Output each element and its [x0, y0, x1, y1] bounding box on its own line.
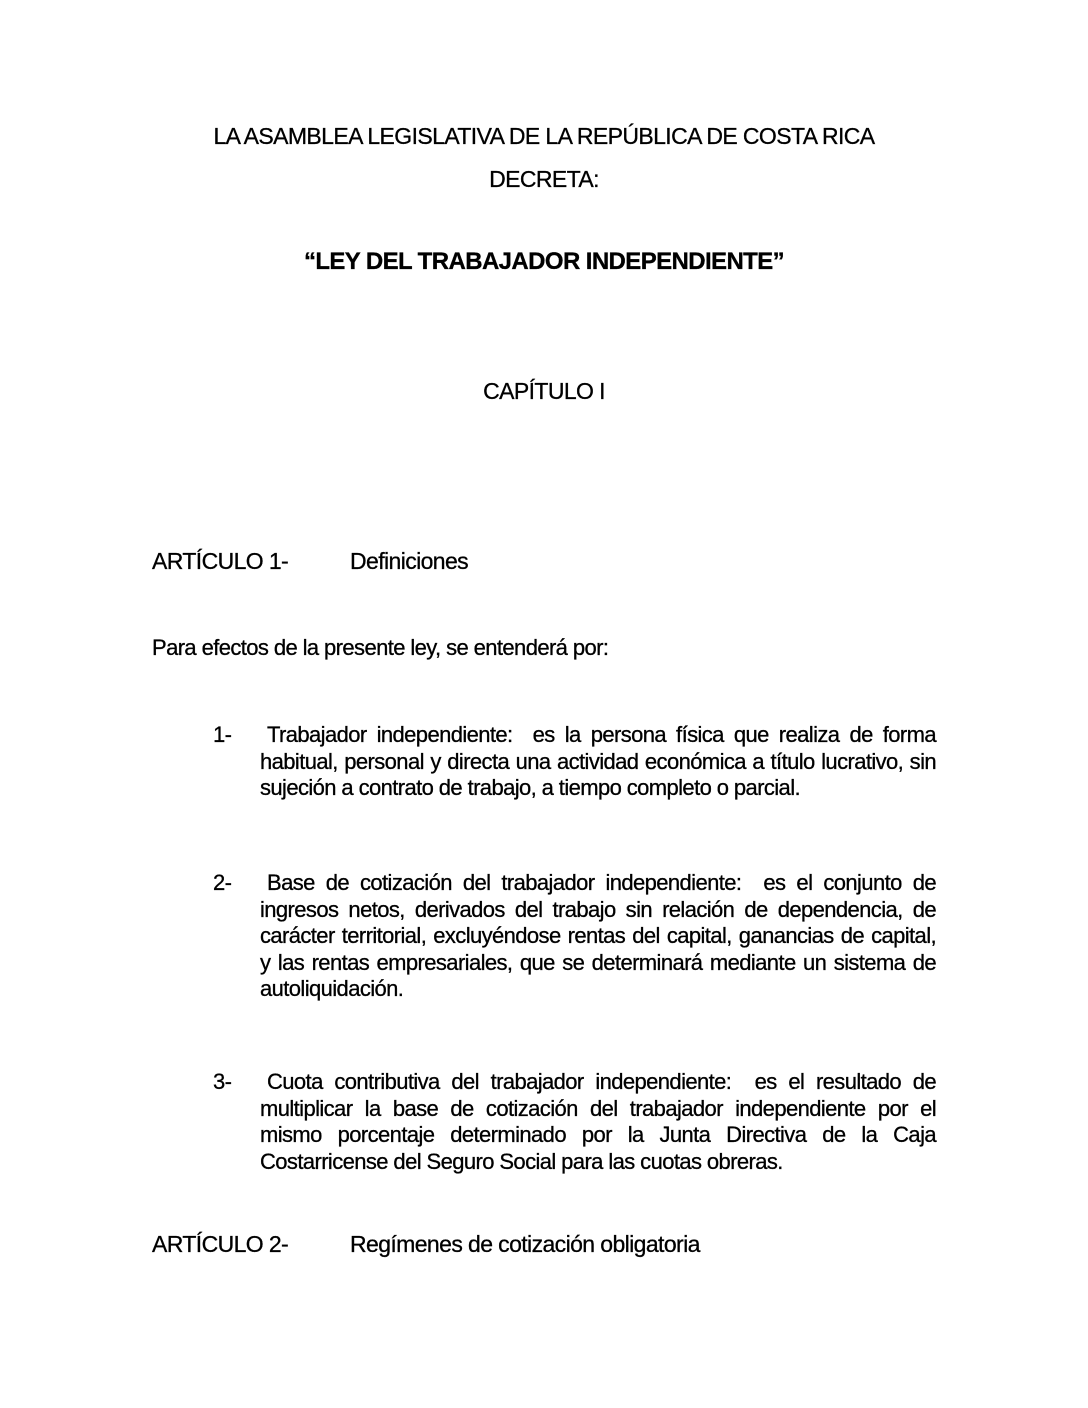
chapter-heading: CAPÍTULO I	[483, 378, 605, 404]
article-2-title: Regímenes de cotización obligatoria	[350, 1231, 700, 1257]
definition-2-text: Base de cotización del trabajador independiente: es el conjunto de ingresos netos, derivados del trabajo sin relación de dependencia, de carácter territorial, excluyéndose rentas del capital, ganancias de capital, y las rentas empresariales, que se determinará mediante un sistema de autoliquidación.	[260, 870, 936, 1001]
definition-1-text: Trabajador independiente: es la persona física que realiza de forma habitual, personal y directa una actividad económica a título lucrativo, sin sujeción a contrato de trabajo, a tiempo completo o parcial.	[260, 722, 936, 800]
article-1-title: Definiciones	[350, 548, 469, 574]
definition-1-number: 1-	[213, 722, 232, 747]
definition-2-number: 2-	[213, 870, 232, 895]
decree-heading: DECRETA:	[489, 166, 599, 192]
law-title: “LEY DEL TRABAJADOR INDEPENDIENTE”	[303, 248, 785, 275]
article-2-label: ARTÍCULO 2-	[152, 1231, 289, 1257]
definition-3-number: 3-	[213, 1069, 232, 1094]
article-1-label: ARTÍCULO 1-	[152, 548, 289, 574]
article-2-row	[152, 1230, 700, 1258]
assembly-heading: LA ASAMBLEA LEGISLATIVA DE LA REPÚBLICA DE COSTA RICA	[213, 123, 875, 149]
article-1-row	[152, 547, 468, 575]
intro-paragraph: Para efectos de la presente ley, se entenderá por:	[152, 635, 609, 660]
definition-3-text: Cuota contributiva del trabajador independiente: es el resultado de multiplicar la base de cotización del trabajador independiente por el mismo porcentaje determinado por la Junta Directiva de la Caja Costarricense del Seguro Social para las cuotas obreras.	[260, 1069, 936, 1174]
